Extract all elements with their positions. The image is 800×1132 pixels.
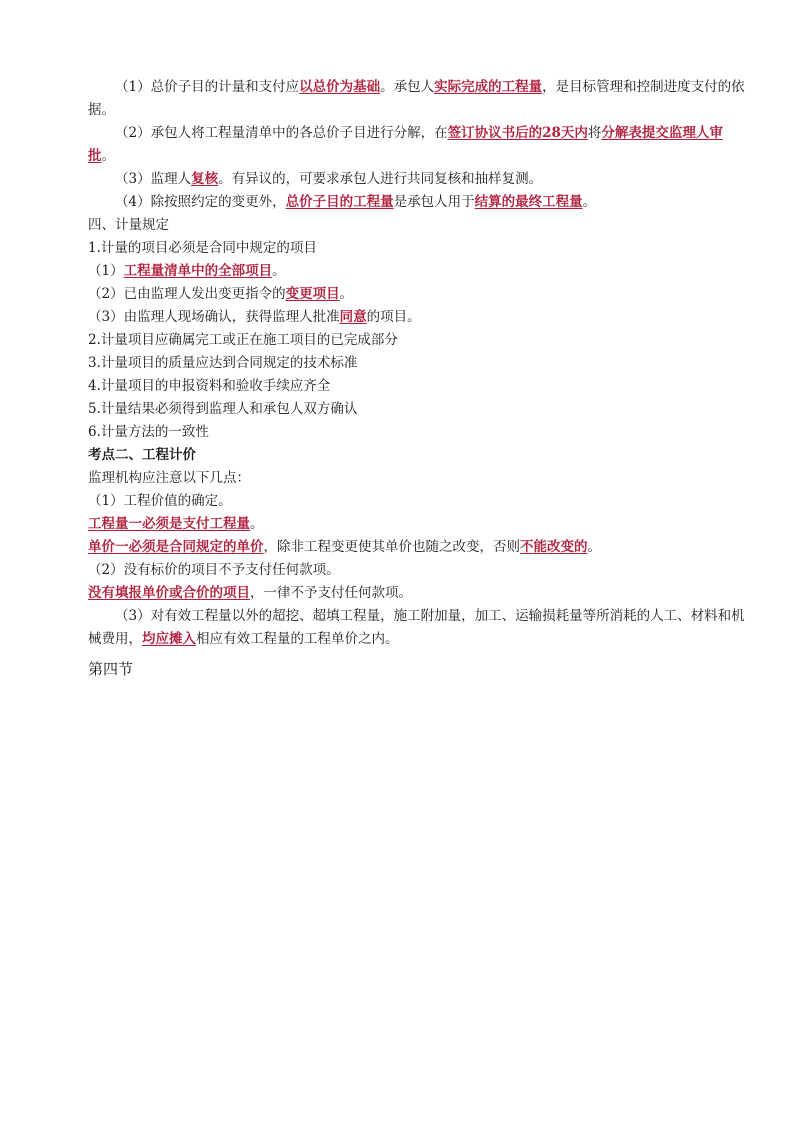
body-text: 。: [582, 194, 597, 210]
body-text: 将: [587, 125, 602, 141]
body-text: 5.计量结果必须得到监理人和承包人双方确认: [88, 401, 358, 417]
subheading-text: 考点二、工程计价: [88, 447, 196, 463]
paragraph-line: [88, 122, 748, 168]
paragraph-line: [88, 582, 748, 605]
paragraph-line: [88, 536, 748, 559]
paragraph-line: [88, 490, 748, 513]
body-text: （3）由监理人现场确认，获得监理人批准: [88, 309, 340, 325]
paragraph-line: [88, 513, 748, 536]
highlighted-text: 不能改变的: [520, 539, 588, 555]
paragraph-line: [88, 168, 748, 191]
body-text: 6.计量方法的一致性: [88, 424, 209, 440]
body-text: 的项目。: [366, 309, 421, 325]
body-text: （3）对有效工程量以外的超挖、超填工程量，施工附加量，加工、运输损耗量等所消耗的人工、材料和机械费用，: [88, 608, 745, 647]
paragraph-line: [88, 329, 748, 352]
body-text: 四、计量规定: [88, 217, 169, 233]
body-text: （3）监理人: [115, 171, 192, 187]
body-text: 。: [101, 148, 115, 164]
document-body: [88, 76, 748, 651]
body-text: ，一律不予支付任何款项。: [250, 585, 412, 601]
body-text: ，除非工程变更使其单价也随之改变，否则: [263, 539, 520, 555]
highlighted-text: 没有填报单价或合价的项目: [88, 585, 250, 601]
body-text: （2）已由监理人发出变更指令的: [88, 286, 286, 302]
section-heading: 第四节: [88, 660, 134, 678]
body-text: 监理机构应注意以下几点：: [88, 470, 250, 486]
body-text: 2.计量项目应确属完工或正在施工项目的已完成部分: [88, 332, 398, 348]
highlighted-text: 复核: [191, 171, 219, 187]
body-text: （4）除按照约定的变更外，: [115, 194, 286, 210]
paragraph-line: [88, 260, 748, 283]
paragraph-line: [88, 191, 748, 214]
body-text: 是承包人用于: [393, 194, 475, 210]
paragraph-line: [88, 398, 748, 421]
paragraph-line: [88, 559, 748, 582]
highlighted-text: 结算的最终工程量: [474, 194, 583, 210]
body-text: 4.计量项目的申报资料和验收手续应齐全: [88, 378, 331, 394]
highlighted-text: 以总价为基础: [299, 79, 381, 95]
highlighted-text: 实际完成的工程量: [434, 79, 543, 95]
paragraph-line: [88, 421, 748, 444]
body-text: （1）: [88, 263, 124, 279]
highlighted-text: 变更项目: [285, 286, 340, 302]
highlighted-text: 工程量一必须是支付工程量: [88, 516, 250, 532]
body-text: 。: [250, 516, 264, 532]
body-text: 。: [339, 286, 354, 302]
highlighted-text: 单价一必须是合同规定的单价: [88, 539, 264, 555]
body-text: （2）没有标价的项目不予支付任何款项。: [88, 562, 340, 578]
body-text: ，是目标管理和控制进度支付的依据。: [88, 79, 745, 118]
highlighted-text: 工程量清单中的全部项目: [123, 263, 273, 279]
highlighted-text: 均应摊入: [142, 631, 196, 647]
paragraph-line: [88, 605, 748, 651]
highlighted-text: 总价子目的工程量: [285, 194, 394, 210]
body-text: （1）总价子目的计量和支付应: [115, 79, 300, 95]
body-text: 。: [587, 539, 601, 555]
paragraph-line: [88, 375, 748, 398]
body-text: 。承包人: [380, 79, 435, 95]
highlighted-text: 签订协议书后的28天内: [447, 125, 588, 141]
paragraph-line: [88, 76, 748, 122]
paragraph-line: [88, 444, 748, 467]
highlighted-text: 同意: [339, 309, 367, 325]
body-text: 1.计量的项目必须是合同中规定的项目: [88, 240, 317, 256]
paragraph-line: [88, 306, 748, 329]
body-text: （2）承包人将工程量清单中的各总价子目进行分解，在: [115, 125, 448, 141]
body-text: 相应有效工程量的工程单价之内。: [196, 631, 399, 647]
body-text: 。: [272, 263, 286, 279]
paragraph-line: [88, 283, 748, 306]
body-text: 。有异议的，可要求承包人进行共同复核和抽样复测。: [218, 171, 543, 187]
paragraph-line: [88, 214, 748, 237]
paragraph-line: [88, 467, 748, 490]
body-text: （1）工程价值的确定。: [88, 493, 232, 509]
body-text: 3.计量项目的质量应达到合同规定的技术标准: [88, 355, 358, 371]
paragraph-line: [88, 352, 748, 375]
document-page: [88, 76, 748, 683]
paragraph-line: [88, 237, 748, 260]
highlighted-text: 分解表提交监理人审批: [88, 125, 723, 164]
